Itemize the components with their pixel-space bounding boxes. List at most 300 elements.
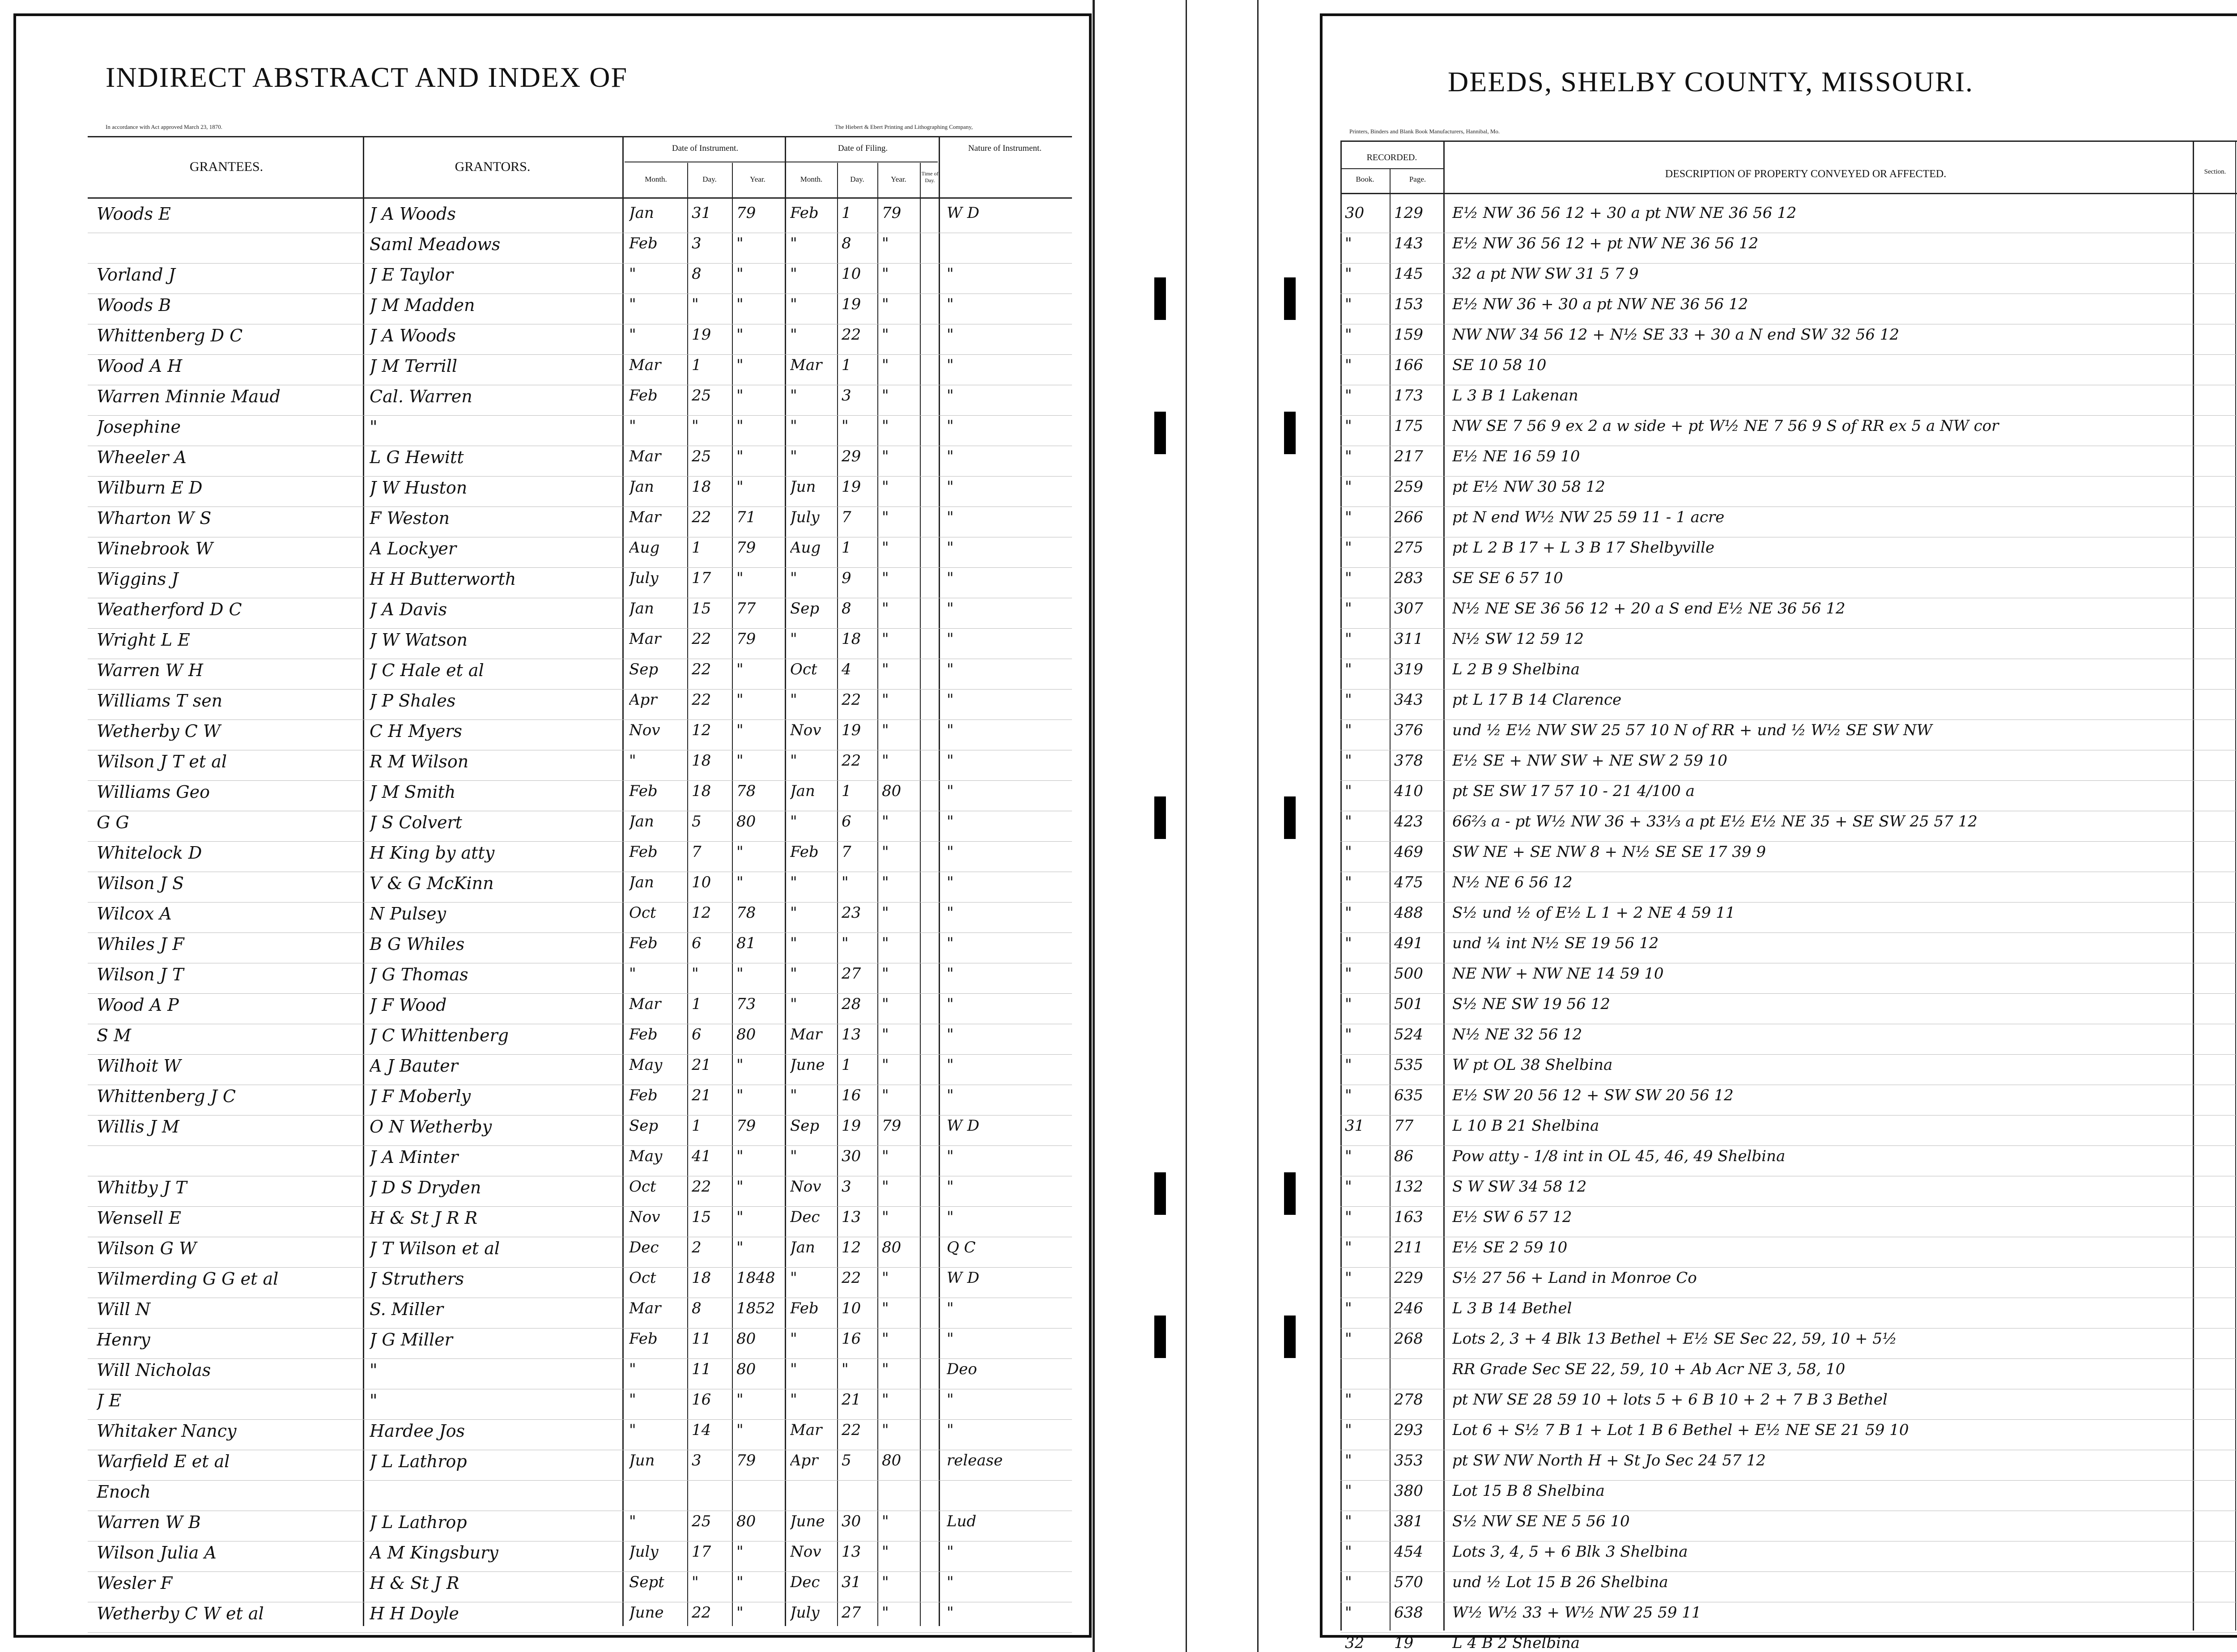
record-page: 381 <box>1394 1512 1423 1530</box>
grantor-name: J Struthers <box>370 1269 464 1289</box>
record-book: " <box>1345 417 1352 435</box>
filing-day: 28 <box>842 995 861 1013</box>
grantor-name: B G Whiles <box>370 934 465 954</box>
instrument-nature: " <box>947 873 954 891</box>
instrument-nature: " <box>947 539 954 557</box>
filing-day: 21 <box>842 1391 861 1409</box>
filing-day: 19 <box>842 295 861 313</box>
instrument-month: Jun <box>629 1452 655 1469</box>
grantee-name: Henry <box>97 1330 150 1350</box>
filing-day: 16 <box>842 1086 861 1104</box>
instrument-day: " <box>692 295 699 313</box>
filing-month: July <box>790 1604 820 1622</box>
property-description: S½ 27 56 + Land in Monroe Co <box>1452 1269 1697 1287</box>
property-description: RR Grade Sec SE 22, 59, 10 + Ab Acr NE 3, 58, 10 <box>1452 1360 1846 1378</box>
grantee-name: Wheeler A <box>97 447 187 467</box>
instrument-day: 17 <box>692 569 711 587</box>
grantee-name: Wilcox A <box>97 904 172 924</box>
date-filing-header: Date of Filing. <box>838 144 888 153</box>
filing-month: " <box>790 326 797 344</box>
date-instrument-header: Date of Instrument. <box>672 144 739 153</box>
record-book: " <box>1345 843 1352 861</box>
filing-year: " <box>882 1086 889 1104</box>
book-header: Book. <box>1356 175 1374 183</box>
row-rule <box>88 567 1072 568</box>
instrument-month: " <box>629 1421 636 1439</box>
grantee-name: Josephine <box>97 417 181 437</box>
grantor-name: L G Hewitt <box>370 447 464 467</box>
instrument-year: 73 <box>736 995 756 1013</box>
instrument-month: Mar <box>629 1299 661 1317</box>
filing-year: " <box>882 356 889 374</box>
instrument-nature: " <box>947 721 954 739</box>
instrument-nature: " <box>947 508 954 526</box>
filing-month: Nov <box>790 721 821 739</box>
instrument-year: " <box>736 265 744 283</box>
col-rule <box>363 136 364 1626</box>
filing-day: 1 <box>842 1056 851 1074</box>
instrument-day: 25 <box>692 387 711 404</box>
instrument-nature: " <box>947 1208 954 1226</box>
right-ledger-page <box>1320 13 2237 1652</box>
filing-year: " <box>882 630 889 648</box>
instrument-nature: " <box>947 295 954 313</box>
row-rule <box>1340 1480 2237 1481</box>
filing-month: " <box>790 265 797 283</box>
record-book: " <box>1345 326 1352 344</box>
instrument-month: Oct <box>629 1178 656 1196</box>
record-book: " <box>1345 1604 1352 1622</box>
grantor-name: H & St J R <box>370 1573 459 1593</box>
instrument-year: " <box>736 721 744 739</box>
col-rule <box>732 163 733 1626</box>
filing-year: " <box>882 752 889 770</box>
instrument-year: " <box>736 326 744 344</box>
filing-year: " <box>882 600 889 617</box>
instrument-day: 15 <box>692 600 711 617</box>
record-page: 129 <box>1394 204 1423 222</box>
instrument-day: " <box>692 1573 699 1591</box>
grantee-name: Wilson J S <box>97 873 184 893</box>
grantor-name: S. Miller <box>370 1299 443 1319</box>
row-rule <box>88 1419 1072 1420</box>
filing-month: " <box>790 965 797 983</box>
row-rule <box>88 354 1072 355</box>
record-book: " <box>1345 1299 1352 1317</box>
row-rule <box>88 1571 1072 1572</box>
header-top-rule <box>1340 141 2237 142</box>
instrument-day: 6 <box>692 1026 702 1043</box>
instrument-year: " <box>736 752 744 770</box>
instrument-day: 18 <box>692 782 711 800</box>
filing-year: " <box>882 965 889 983</box>
instrument-month: Mar <box>629 356 661 374</box>
property-description: 66⅔ a - pt W½ NW 36 + 33⅓ a pt E½ E½ NE 35 + SE SW 25 57 12 <box>1452 813 1978 830</box>
record-book: 32 <box>1345 1634 1365 1652</box>
instrument-day: 12 <box>692 904 711 922</box>
grantor-name: " <box>370 1360 378 1380</box>
instrument-nature: " <box>947 843 954 861</box>
row-rule <box>1340 415 2237 416</box>
grantee-name: S M <box>97 1026 132 1045</box>
filing-day: 19 <box>842 721 861 739</box>
grantee-name: Wood A H <box>97 356 183 376</box>
row-rule <box>1340 1054 2237 1055</box>
row-rule <box>1340 993 2237 994</box>
property-description: N½ NE SE 36 56 12 + 20 a S end E½ NE 36 56 12 <box>1452 600 1846 617</box>
row-rule <box>1340 689 2237 690</box>
property-description: N½ SW 12 59 12 <box>1452 630 1584 648</box>
instrument-day: 22 <box>692 660 711 678</box>
instrument-nature: " <box>947 1391 954 1409</box>
filing-month: " <box>790 295 797 313</box>
binding-hole <box>1284 796 1296 839</box>
filing-year: " <box>882 447 889 465</box>
filing-day: 12 <box>842 1239 861 1256</box>
row-rule <box>88 993 1072 994</box>
row-rule <box>88 263 1072 264</box>
record-book: " <box>1345 1330 1352 1348</box>
instrument-month: Aug <box>629 539 660 557</box>
instrument-month: Jan <box>629 204 654 222</box>
record-page: 217 <box>1394 447 1423 465</box>
property-description: Lot 6 + S½ 7 B 1 + Lot 1 B 6 Bethel + E½ NE SE 21 59 10 <box>1452 1421 1909 1439</box>
left-page-title: INDIRECT ABSTRACT AND INDEX OF <box>106 61 628 93</box>
grantor-name: J L Lathrop <box>370 1452 467 1471</box>
record-page: 166 <box>1394 356 1423 374</box>
row-rule <box>88 628 1072 629</box>
property-description: pt L 17 B 14 Clarence <box>1452 691 1622 709</box>
inst-day-header: Day. <box>702 175 717 183</box>
filing-month: June <box>790 1056 825 1074</box>
filing-day: 22 <box>842 1269 861 1287</box>
record-page: 77 <box>1394 1117 1414 1135</box>
left-ledger-page <box>13 13 1092 1638</box>
property-description: pt E½ NW 30 58 12 <box>1452 478 1605 496</box>
grantee-name: Wetherby C W <box>97 721 221 741</box>
instrument-month: Oct <box>629 904 656 922</box>
record-page: 175 <box>1394 417 1423 435</box>
filing-month: " <box>790 904 797 922</box>
record-page: 86 <box>1394 1147 1414 1165</box>
grantee-name: Will N <box>97 1299 151 1319</box>
filing-day: 13 <box>842 1026 861 1043</box>
instrument-day: 18 <box>692 752 711 770</box>
property-description: 32 a pt NW SW 31 5 7 9 <box>1452 265 1639 283</box>
instrument-year: 79 <box>736 630 756 648</box>
grantor-name: A M Kingsbury <box>370 1543 498 1563</box>
row-rule <box>1340 628 2237 629</box>
description-header: DESCRIPTION OF PROPERTY CONVEYED OR AFFECTED. <box>1665 168 1947 180</box>
row-rule <box>88 1115 1072 1116</box>
instrument-year: 79 <box>736 1117 756 1135</box>
grantee-name: Winebrook W <box>97 539 213 558</box>
instrument-day: 22 <box>692 1178 711 1196</box>
instrument-month: Jan <box>629 873 654 891</box>
row-rule <box>1340 1206 2237 1207</box>
filing-year: " <box>882 1026 889 1043</box>
instrument-nature: " <box>947 478 954 496</box>
filing-day: 4 <box>842 660 851 678</box>
page-edge <box>1257 0 1259 1652</box>
record-page: 353 <box>1394 1452 1423 1469</box>
instrument-nature: " <box>947 1421 954 1439</box>
filing-year: " <box>882 234 889 252</box>
instrument-year: " <box>736 295 744 313</box>
grantor-name: C H Myers <box>370 721 462 741</box>
instrument-nature: " <box>947 995 954 1013</box>
filing-day: " <box>842 417 849 435</box>
instrument-year: 81 <box>736 934 756 952</box>
instrument-month: Sept <box>629 1573 664 1591</box>
grantees-header: GRANTEES. <box>189 159 264 174</box>
binding-hole <box>1154 1316 1166 1358</box>
instrument-year: " <box>736 843 744 861</box>
instrument-day: 14 <box>692 1421 711 1439</box>
instrument-day: 1 <box>692 539 702 557</box>
record-page: 311 <box>1394 630 1423 648</box>
col-rule <box>877 163 878 1626</box>
filing-year: " <box>882 1604 889 1622</box>
grantee-name: Weatherford D C <box>97 600 242 619</box>
filing-month: Feb <box>790 1299 819 1317</box>
grantee-name: Wilson Julia A <box>97 1543 217 1563</box>
record-page: 268 <box>1394 1330 1423 1348</box>
grantor-name: Cal. Warren <box>370 387 472 406</box>
record-book: " <box>1345 995 1352 1013</box>
instrument-nature: " <box>947 326 954 344</box>
row-rule <box>1340 1632 2237 1633</box>
instrument-year: " <box>736 691 744 709</box>
record-page: 153 <box>1394 295 1423 313</box>
grantee-name: Wilburn E D <box>97 478 203 498</box>
filing-year: " <box>882 721 889 739</box>
instrument-day: 22 <box>692 691 711 709</box>
file-month-header: Month. <box>800 175 823 183</box>
grantor-name: J T Wilson et al <box>370 1239 500 1258</box>
grantor-name: J C Whittenberg <box>370 1026 509 1045</box>
filing-month: " <box>790 1330 797 1348</box>
record-book: " <box>1345 1391 1352 1409</box>
instrument-month: " <box>629 265 636 283</box>
instrument-nature: " <box>947 1299 954 1317</box>
property-description: E½ SE 2 59 10 <box>1452 1239 1568 1256</box>
instrument-year: " <box>736 660 744 678</box>
property-description: L 3 B 1 Lakenan <box>1452 387 1578 404</box>
row-rule <box>1340 932 2237 933</box>
record-page: 535 <box>1394 1056 1423 1074</box>
record-book: " <box>1345 539 1352 557</box>
record-page: 376 <box>1394 721 1423 739</box>
inst-month-header: Month. <box>645 175 667 183</box>
record-book: " <box>1345 1239 1352 1256</box>
property-description: SE 10 58 10 <box>1452 356 1547 374</box>
property-description: pt NW SE 28 59 10 + lots 5 + 6 B 10 + 2 + 7 B 3 Bethel <box>1452 1391 1888 1409</box>
filing-month: " <box>790 1269 797 1287</box>
filing-day: 27 <box>842 1604 861 1622</box>
instrument-year: 79 <box>736 1452 756 1469</box>
record-book: " <box>1345 569 1352 587</box>
grantee-name: Williams Geo <box>97 782 210 802</box>
row-rule <box>88 1480 1072 1481</box>
property-description: W pt OL 38 Shelbina <box>1452 1056 1613 1074</box>
filing-month: Nov <box>790 1178 821 1196</box>
instrument-day: 11 <box>692 1330 711 1348</box>
record-page: 283 <box>1394 569 1423 587</box>
instrument-nature: " <box>947 691 954 709</box>
grantee-name: Wensell E <box>97 1208 182 1228</box>
instrument-nature: " <box>947 1086 954 1104</box>
record-book: " <box>1345 1086 1352 1104</box>
record-page: 159 <box>1394 326 1423 344</box>
grantor-name: J D S Dryden <box>370 1178 481 1197</box>
record-page: 343 <box>1394 691 1423 709</box>
instrument-month: Feb <box>629 1086 658 1104</box>
record-book: " <box>1345 1026 1352 1043</box>
filing-day: 22 <box>842 752 861 770</box>
record-book: " <box>1345 265 1352 283</box>
row-rule <box>88 1054 1072 1055</box>
left-act-note: In accordance with Act approved March 23, 1870. <box>106 123 222 130</box>
grantee-name: Woods B <box>97 295 171 315</box>
property-description: pt SE SW 17 57 10 - 21 4/100 a <box>1452 782 1695 800</box>
filing-month: Sep <box>790 1117 820 1135</box>
instrument-nature: " <box>947 1573 954 1591</box>
property-description: L 10 B 21 Shelbina <box>1452 1117 1599 1135</box>
grantor-name: H & St J R R <box>370 1208 478 1228</box>
record-book: " <box>1345 508 1352 526</box>
property-description: pt N end W½ NW 25 59 11 - 1 acre <box>1452 508 1725 526</box>
binding-hole <box>1154 796 1166 839</box>
instrument-month: May <box>629 1056 663 1074</box>
grantee-name: Wiggins J <box>97 569 179 589</box>
instrument-day: 25 <box>692 447 711 465</box>
filing-year: " <box>882 691 889 709</box>
col-rule <box>785 136 786 1626</box>
col-rule <box>1390 169 1391 1631</box>
property-description: NW SE 7 56 9 ex 2 a w side + pt W½ NE 7 56 9 S of RR ex 5 a NW cor <box>1452 417 1999 435</box>
property-description: NW NW 34 56 12 + N½ SE 33 + 30 a N end SW 32 56 12 <box>1452 326 1900 344</box>
filing-month: Oct <box>790 660 817 678</box>
instrument-month: Mar <box>629 995 661 1013</box>
instrument-month: Mar <box>629 447 661 465</box>
filing-month: " <box>790 569 797 587</box>
filing-year: " <box>882 1391 889 1409</box>
property-description: N½ NE 6 56 12 <box>1452 873 1573 891</box>
record-page: 293 <box>1394 1421 1423 1439</box>
filing-day: 22 <box>842 691 861 709</box>
grantor-name: J A Davis <box>370 600 447 619</box>
row-rule <box>1340 1571 2237 1572</box>
grantee-name: Warren W H <box>97 660 204 680</box>
filing-day: 10 <box>842 1299 861 1317</box>
filing-year: " <box>882 265 889 283</box>
instrument-year: 78 <box>736 782 756 800</box>
filing-day: 22 <box>842 326 861 344</box>
grantee-name: Wilhoit W <box>97 1056 181 1076</box>
instrument-year: " <box>736 1208 744 1226</box>
instrument-nature: W D <box>947 1269 980 1287</box>
filing-day: 30 <box>842 1512 861 1530</box>
record-page: 524 <box>1394 1026 1423 1043</box>
property-description: Lots 3, 4, 5 + 6 Blk 3 Shelbina <box>1452 1543 1688 1561</box>
grantee-name: Willis J M <box>97 1117 179 1137</box>
record-page: 454 <box>1394 1543 1423 1561</box>
property-description: E½ SW 6 57 12 <box>1452 1208 1572 1226</box>
filing-day: 31 <box>842 1573 861 1591</box>
instrument-month: Feb <box>629 934 658 952</box>
property-description: SW NE + SE NW 8 + N½ SE SE 17 39 9 <box>1452 843 1766 861</box>
instrument-nature: Lud <box>947 1512 977 1530</box>
filing-year: " <box>882 387 889 404</box>
record-book: " <box>1345 1056 1352 1074</box>
instrument-nature: " <box>947 1056 954 1074</box>
instrument-day: 18 <box>692 1269 711 1287</box>
header-top-rule <box>88 136 1072 137</box>
filing-month: Feb <box>790 204 819 222</box>
filing-day: 1 <box>842 356 851 374</box>
instrument-nature: " <box>947 660 954 678</box>
filing-year: " <box>882 1056 889 1074</box>
instrument-year: " <box>736 1147 744 1165</box>
grantor-name: A Lockyer <box>370 539 457 558</box>
filing-month: " <box>790 1086 797 1104</box>
filing-year: " <box>882 295 889 313</box>
recorded-subrule <box>1340 168 1443 169</box>
binding-hole <box>1154 412 1166 454</box>
record-book: " <box>1345 1147 1352 1165</box>
instrument-nature: " <box>947 600 954 617</box>
filing-month: " <box>790 387 797 404</box>
instrument-nature: " <box>947 1026 954 1043</box>
grantee-name: Wetherby C W et al <box>97 1604 264 1623</box>
row-rule <box>88 1206 1072 1207</box>
filing-day: " <box>842 1360 849 1378</box>
col-rule <box>1340 141 1342 1631</box>
property-description: E½ NE 16 59 10 <box>1452 447 1580 465</box>
filing-year: " <box>882 1512 889 1530</box>
instrument-day: " <box>692 965 699 983</box>
instrument-day: 17 <box>692 1543 711 1561</box>
record-book: " <box>1345 691 1352 709</box>
record-page: 19 <box>1394 1634 1414 1652</box>
header-bottom-rule <box>1340 193 2237 194</box>
record-book: " <box>1345 1208 1352 1226</box>
record-page: 143 <box>1394 234 1423 252</box>
grantee-name: Whitby J T <box>97 1178 187 1197</box>
filing-year: " <box>882 417 889 435</box>
grantor-name: J F Wood <box>370 995 447 1015</box>
grantor-name: Hardee Jos <box>370 1421 465 1441</box>
instrument-nature: W D <box>947 204 980 222</box>
file-day-header: Day. <box>850 175 864 183</box>
filing-day: " <box>842 873 849 891</box>
binding-hole <box>1154 277 1166 320</box>
grantor-name: A J Bauter <box>370 1056 458 1076</box>
grantee-name: Wesler F <box>97 1573 173 1593</box>
record-page: 229 <box>1394 1269 1423 1287</box>
record-page: 307 <box>1394 600 1423 617</box>
instrument-day: 16 <box>692 1391 711 1409</box>
instrument-day: 1 <box>692 356 702 374</box>
instrument-day: 2 <box>692 1239 702 1256</box>
property-description: S½ und ½ of E½ L 1 + 2 NE 4 59 11 <box>1452 904 1735 922</box>
grantee-name: Wilson J T et al <box>97 752 227 771</box>
instrument-nature: " <box>947 447 954 465</box>
record-page: 319 <box>1394 660 1423 678</box>
instrument-nature: " <box>947 904 954 922</box>
filing-month: " <box>790 630 797 648</box>
